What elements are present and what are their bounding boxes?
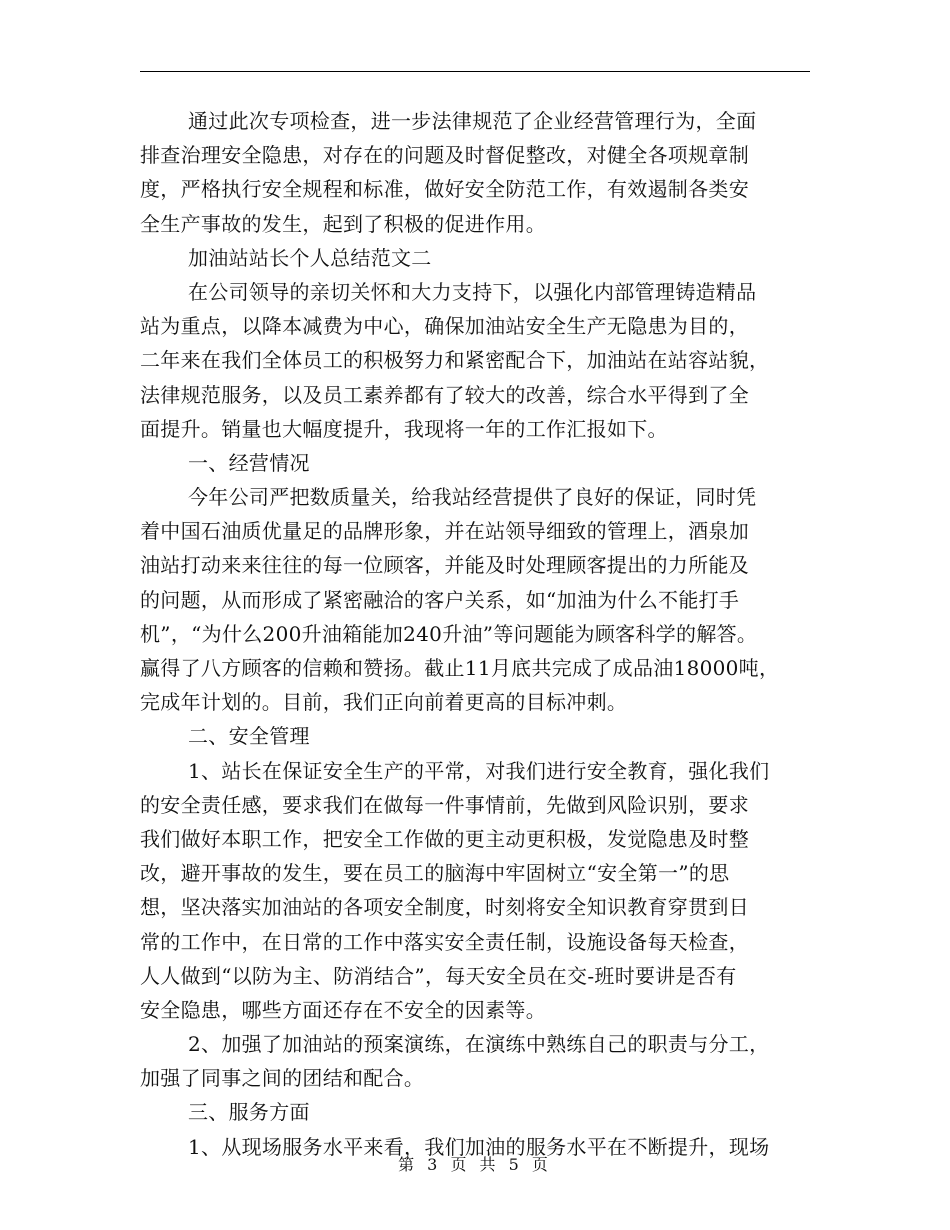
text-line: 1、站长在保证安全生产的平常，对我们进行安全教育，强化我们: [188, 758, 770, 783]
text-line: 的安全责任感，要求我们在做每一件事情前，先做到风险识别，要求: [140, 792, 749, 817]
text-line: 全生产事故的发生，起到了积极的促进作用。: [140, 211, 546, 236]
text-line: 人人做到“以防为主、防消结合”，每天安全员在交-班时要讲是否有: [140, 963, 737, 988]
text-line: 油站打动来来往往的每一位顾客，并能及时处理顾客提出的力所能及: [140, 553, 749, 578]
section-title: 加油站站长个人总结范文二: [188, 245, 432, 270]
text-line: 1、从现场服务水平来看，我们加油的服务水平在不断提升，现场: [188, 1134, 770, 1159]
text-line: 面提升。销量也大幅度提升，我现将一年的工作汇报如下。: [140, 416, 668, 441]
text-line: 今年公司严把数质量关，给我站经营提供了良好的保证，同时凭: [188, 485, 757, 510]
text-line: 加强了同事之间的团结和配合。: [140, 1066, 425, 1091]
text-line: 常的工作中，在日常的工作中落实安全责任制，设施设备每天检查，: [140, 929, 749, 954]
document-body: [140, 104, 820, 1164]
text-line: 站为重点，以降本减费为中心，确保加油站安全生产无隐患为目的，: [140, 314, 749, 339]
text-line: 我们做好本职工作，把安全工作做的更主动更积极，发觉隐患及时整: [140, 826, 749, 851]
header-rule: [140, 71, 810, 72]
text-line: 完成年计划的。目前，我们正向前着更高的目标冲刺。: [140, 690, 628, 715]
text-line: 二年来在我们全体员工的积极努力和紧密配合下，加油站在站容站貌，: [140, 348, 770, 373]
section-heading: 二、安全管理: [188, 724, 310, 749]
text-line: 安全隐患，哪些方面还存在不安全的因素等。: [140, 997, 546, 1022]
page-number: 第 3 页 共 5 页: [398, 1155, 552, 1174]
text-line: 着中国石油质优量足的品牌形象，并在站领导细致的管理上，酒泉加: [140, 519, 749, 544]
text-line: 度，严格执行安全规程和标准，做好安全防范工作，有效遏制各类安: [140, 177, 749, 202]
text-line: 排查治理安全隐患，对存在的问题及时督促整改，对健全各项规章制: [140, 143, 749, 168]
text-line: 改，避开事故的发生，要在员工的脑海中牢固树立“安全第一”的思: [140, 861, 730, 886]
text-line: 赢得了八方顾客的信赖和赞扬。截止11月底共完成了成品油18000吨，: [140, 656, 780, 680]
text-line: 在公司领导的亲切关怀和大力支持下，以强化内部管理铸造精品: [188, 279, 757, 304]
text-line: 通过此次专项检查，进一步法律规范了企业经营管理行为，全面: [188, 109, 757, 133]
text-line: 2、加强了加油站的预案演练，在演练中熟练自己的职责与分工，: [188, 1032, 770, 1057]
text-line: 的问题，从而形成了紧密融洽的客户关系，如“加油为什么不能打手: [140, 587, 740, 612]
text-line: 想，坚决落实加油站的各项安全制度，时刻将安全知识教育穿贯到日: [140, 895, 749, 920]
section-heading: 一、经营情况: [188, 450, 310, 475]
section-heading: 三、服务方面: [188, 1100, 310, 1125]
text-line: 法律规范服务，以及员工素养都有了较大的改善，综合水平得到了全: [140, 382, 749, 407]
text-line: 机”，“为什么200升油箱能加240升油”等问题能为顾客科学的解答。: [140, 621, 758, 646]
